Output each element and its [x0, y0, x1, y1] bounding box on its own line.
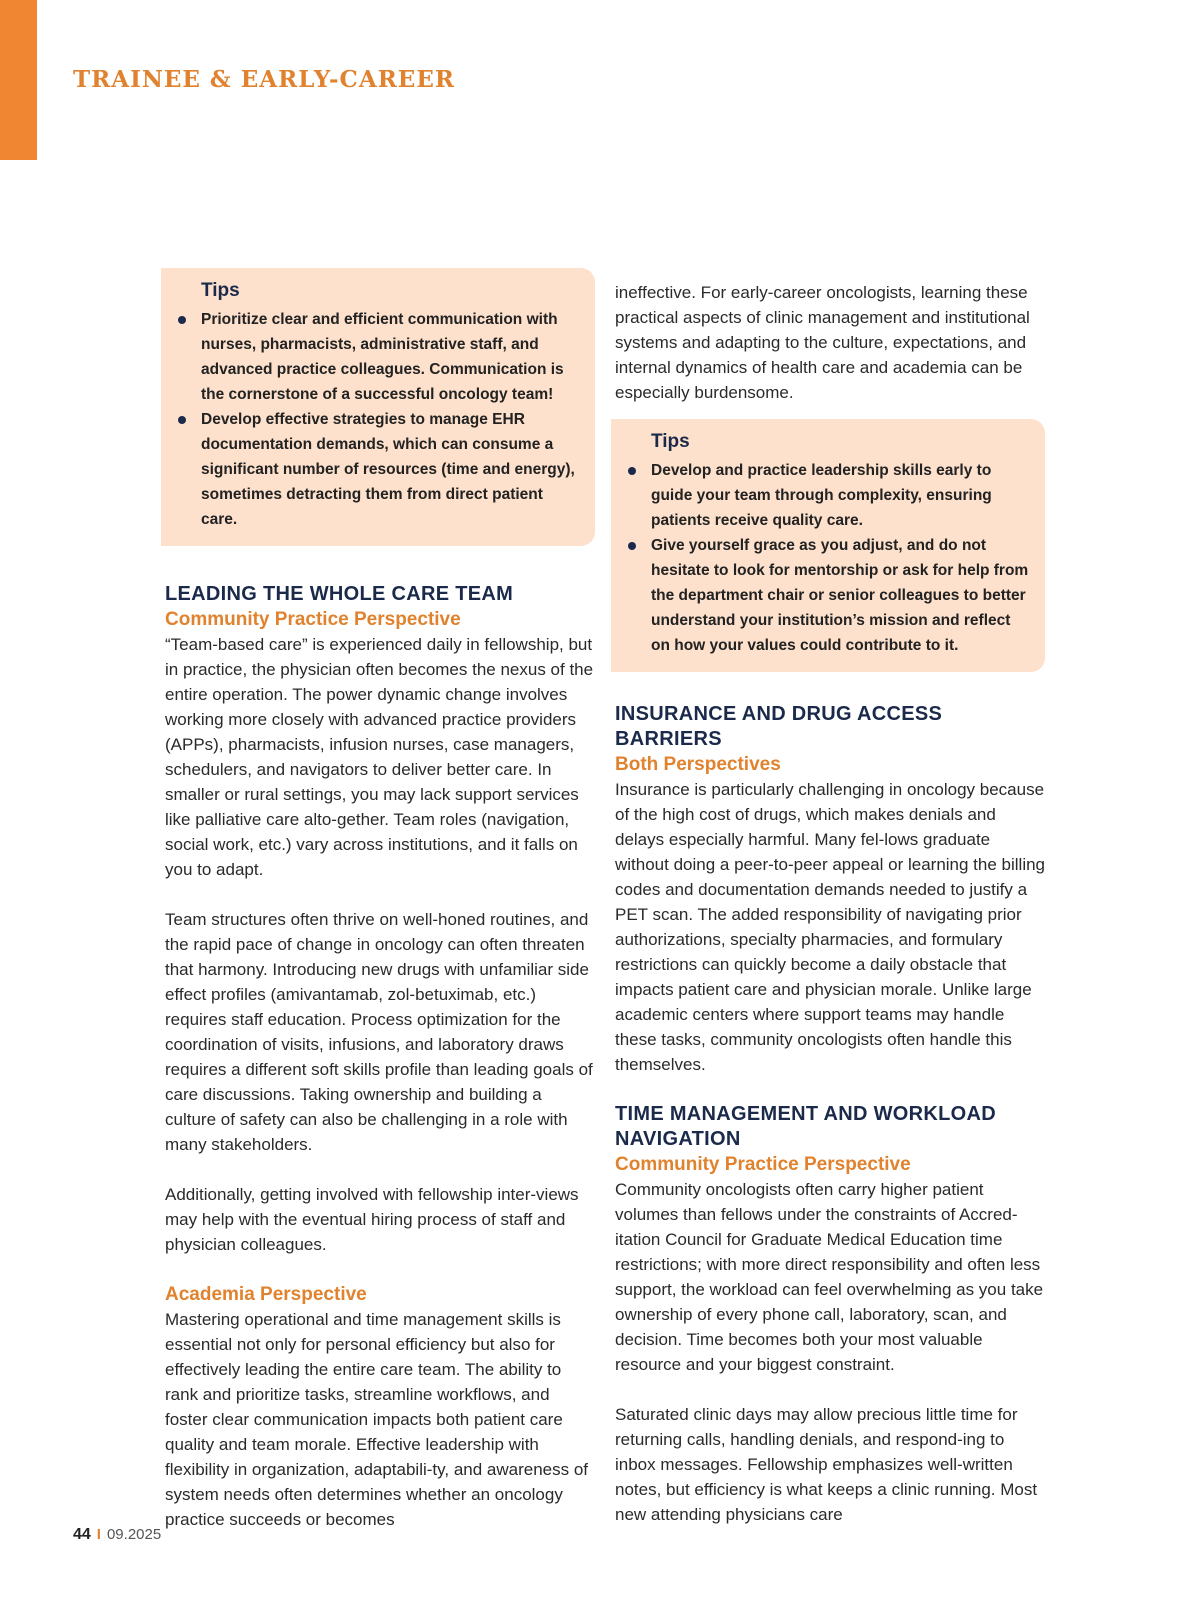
tip-item: Develop effective strategies to manage EHR documentation demands, which can consume a significant number of resources (time and energy), sometimes detracting them from direct patient care.	[201, 407, 581, 532]
paragraph: Additionally, getting involved with fellowship inter-views may help with the eventual hiring process of staff and physician colleagues.	[165, 1185, 579, 1254]
tips-list	[201, 307, 581, 532]
page-number: 44	[73, 1526, 91, 1543]
heading-leading-care-team: LEADING THE WHOLE CARE TEAM	[165, 583, 514, 605]
subheading-academia-perspective: Academia Perspective	[165, 1284, 367, 1305]
tips-box-left	[161, 268, 595, 546]
subheading-community-perspective: Community Practice Perspective	[165, 609, 461, 630]
tip-item: Prioritize clear and efficient communication with nurses, pharmacists, administrative staff, and advanced practice colleagues. Communication is the cornerstone of a successful oncology team!	[201, 307, 581, 407]
tips-title: Tips	[201, 280, 240, 301]
paragraph: Mastering operational and time management skills is essential not only for personal efficiency but also for effectively leading the entire care team. The ability to rank and prioritize tasks, streamline workflows, and foster clear communication impacts both patient care quality and team morale. Effective leadership with flexibility in organization, adaptabili-ty, and awareness of system needs often determines whether an oncology practice succeeds or becomes	[165, 1310, 589, 1529]
tip-item: Develop and practice leadership skills early to guide your team through complexity, ensuring patients receive quality care.	[651, 458, 1031, 533]
tips-list	[651, 458, 1031, 658]
heading-insurance-barriers: INSURANCE AND DRUG ACCESS BARRIERS	[615, 703, 943, 750]
section-label: TRAINEE & EARLY-CAREER	[73, 66, 455, 93]
page-footer	[73, 1526, 161, 1544]
orange-accent-bar	[0, 0, 37, 160]
tips-box-right	[611, 419, 1045, 672]
footer-separator: I	[96, 1526, 101, 1543]
paragraph: “Team-based care” is experienced daily in fellowship, but in practice, the physician often becomes the nexus of the entire operation. The power dynamic change involves working more closely with advanced practice providers (APPs), pharmacists, infusion nurses, case managers, schedulers, and navigators to deliver better care. In smaller or rural settings, you may lack support services like palliative care alto-gether. Team roles (navigation, social work, etc.) vary across institutions, and it falls on you to adapt.	[165, 635, 594, 879]
heading-time-management: TIME MANAGEMENT AND WORKLOAD NAVIGATION	[615, 1103, 996, 1150]
tips-title: Tips	[651, 431, 690, 452]
tip-item: Give yourself grace as you adjust, and do not hesitate to look for mentorship or ask for help from the department chair or senior colleagues to better understand your institution’s mission and reflect on how your values could contribute to it.	[651, 533, 1031, 658]
paragraph: Community oncologists often carry higher patient volumes than fellows under the constraints of Accred-itation Council for Graduate Medical Education time restrictions; with more direct responsibility and often less support, the workload can feel overwhelming as you take ownership of every phone call, laboratory, scan, and decision. Time becomes both your most valuable resource and your biggest constraint.	[615, 1180, 1044, 1374]
paragraph: Team structures often thrive on well-honed routines, and the rapid pace of change in oncology can often threaten that harmony. Introducing new drugs with unfamiliar side effect profiles (amivantamab, zol-betuximab, etc.) requires staff education. Process optimization for the coordination of visits, infusions, and laboratory draws requires a different soft skills profile than leading goals of care discussions. Taking ownership and building a culture of safety can also be challenging in a role with many stakeholders.	[165, 910, 593, 1154]
paragraph: Saturated clinic days may allow precious little time for returning calls, handling denials, and respond-ing to inbox messages. Fellowship emphasizes well-written notes, but efficiency is what keeps a clinic running. Most new attending physicians care	[615, 1405, 1038, 1524]
paragraph-continuation: ineffective. For early-career oncologists, learning these practical aspects of clinic management and institutional systems and adapting to the culture, expectations, and internal dynamics of health care and academia can be especially burdensome.	[615, 283, 1030, 402]
subheading-community-perspective: Community Practice Perspective	[615, 1154, 911, 1175]
left-column	[165, 268, 595, 1532]
paragraph: Insurance is particularly challenging in oncology because of the high cost of drugs, which makes denials and delays especially harmful. Many fel-lows graduate without doing a peer-to-peer appeal or learning the billing codes and documentation demands needed to justify a PET scan. The added responsibility of navigating prior authorizations, specialty pharmacies, and formulary restrictions can quickly become a daily obstacle that impacts patient care and physician morale. Unlike large academic centers where support teams may handle these tasks, community oncologists often handle this themselves.	[615, 780, 1046, 1074]
issue-date: 09.2025	[106, 1526, 162, 1543]
subheading-both-perspectives: Both Perspectives	[615, 754, 781, 775]
right-column	[615, 280, 1045, 1527]
